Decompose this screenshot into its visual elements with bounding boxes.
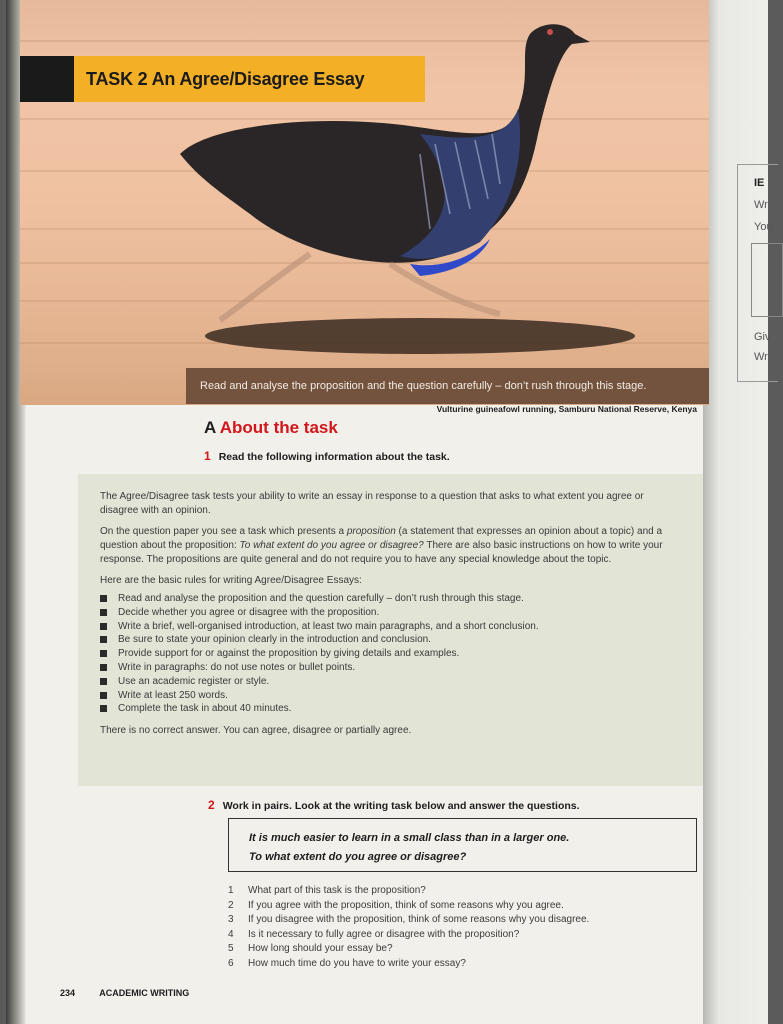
- rule-item: Decide whether you agree or disagree with the proposition.: [100, 606, 683, 620]
- list-item: 4 Is it necessary to fully agree or disagree with the proposition?: [228, 928, 520, 940]
- list-item: 6 How much time do you have to write your essay?: [228, 957, 466, 969]
- list-item: 5 How long should your essay be?: [228, 943, 393, 955]
- list-item: 2 If you agree with the proposition, think of some reasons why you agree.: [228, 899, 564, 911]
- rule-item: Read and analyse the proposition and the question carefully – don’t rush through this stage.: [100, 592, 683, 606]
- list-item: 1 What part of this task is the proposition?: [228, 885, 426, 896]
- photo-credit: Vulturine guineafowl running, Samburu National Reserve, Kenya: [436, 404, 697, 414]
- adjacent-text: Wr: [754, 199, 768, 211]
- adjacent-text: IE: [754, 177, 765, 189]
- section-heading: [204, 418, 338, 438]
- page-footer: [60, 988, 189, 998]
- rule-item: Use an academic register or style.: [100, 675, 683, 689]
- info-paragraph: The Agree/Disagree task tests your ability to write an essay in response to a question that asks to what extent you agree or disagree with an opinion.: [100, 491, 644, 516]
- section-title: About the task: [219, 418, 338, 437]
- photo-caption: Read and analyse the proposition and the question carefully – don’t rush through this stage.: [200, 380, 647, 392]
- writing-task-box: [228, 818, 697, 872]
- adjacent-inner-box: [751, 243, 783, 317]
- rule-item: Write a brief, well-organised introduction, at least two main paragraphs, and a short conclusion.: [100, 620, 683, 634]
- list-item: 3 If you disagree with the proposition, think of some reasons why you disagree.: [228, 914, 590, 926]
- photo-caption-bar: [186, 368, 709, 404]
- question-number: 1: [204, 449, 211, 463]
- rule-item: Complete the task in about 40 minutes.: [100, 702, 683, 716]
- rules-intro: Here are the basic rules for writing Agree/Disagree Essays:: [100, 575, 362, 586]
- book-page: [6, 0, 703, 1024]
- rule-item: Be sure to state your opinion clearly in the introduction and conclusion.: [100, 633, 683, 647]
- rule-item: Provide support for or against the proposition by giving details and examples.: [100, 647, 683, 661]
- info-box: [78, 474, 703, 786]
- writing-task-proposition: It is much easier to learn in a small class than in a larger one.: [249, 832, 570, 844]
- writing-task-question: To what extent do you agree or disagree?: [249, 851, 467, 863]
- rule-item: Write at least 250 words.: [100, 689, 683, 703]
- header-photo: [20, 0, 709, 405]
- book-title: ACADEMIC WRITING: [99, 988, 190, 998]
- question-1-heading: [204, 449, 450, 463]
- adjacent-text: Wr: [754, 351, 768, 363]
- question-list: [228, 884, 698, 972]
- info-closing: There is no correct answer. You can agree, disagree or partially agree.: [100, 725, 412, 737]
- task-banner-label: [74, 56, 425, 102]
- section-letter: A: [204, 418, 216, 437]
- page-number: 234: [60, 988, 76, 998]
- adjacent-text: You: [754, 221, 773, 233]
- question-number: 2: [208, 798, 215, 812]
- question-text: Read the following information about the task.: [218, 451, 450, 463]
- question-2-heading: [208, 798, 580, 812]
- rule-item: Write in paragraphs: do not use notes or bullet points.: [100, 661, 683, 675]
- adjacent-text: Giv: [754, 331, 771, 343]
- question-text: Work in pairs. Look at the writing task below and answer the questions.: [222, 800, 580, 812]
- rules-list: [100, 592, 683, 716]
- task-title: TASK 2 An Agree/Disagree Essay: [86, 68, 365, 89]
- adjacent-page: [703, 0, 773, 1024]
- task-banner: [20, 56, 425, 102]
- task-banner-block: [20, 56, 74, 102]
- info-paragraph: On the question paper you see a task which presents a proposition (a statement that expresses an opinion about a topic) and a question about the proposition: To what extent do you agree or disagree? There are also basic instructions on how to write your response. The propositions are quite general and do not require you to have any special knowledge about the topic.: [100, 526, 663, 565]
